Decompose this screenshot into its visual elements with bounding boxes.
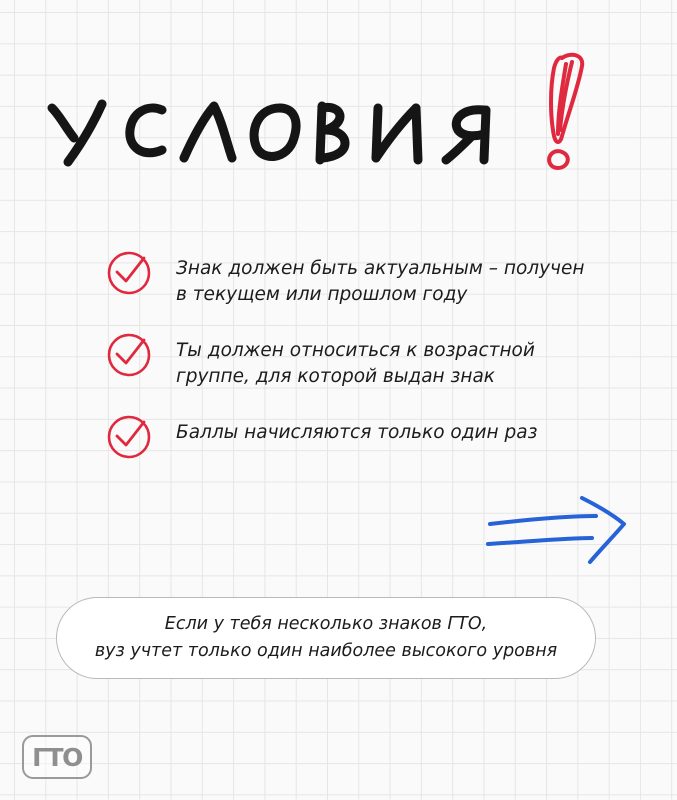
condition-text: Баллы начисляются только один раз — [176, 422, 538, 443]
check-circle-icon — [104, 330, 154, 380]
check-circle-icon — [104, 412, 154, 462]
condition-text: Ты должен относиться к возрастной группе, для которой выдан знак — [176, 340, 535, 387]
check-circle-icon — [104, 248, 154, 298]
list-item — [104, 414, 604, 470]
title-handwritten-lettering — [44, 78, 564, 170]
condition-text: Знак должен быть актуальным – получен в текущем или прошлом году — [176, 258, 585, 305]
logo-text: ГТО — [32, 742, 82, 772]
info-note — [56, 597, 596, 679]
conditions-list — [104, 250, 604, 494]
double-arrow-right-icon — [484, 492, 632, 568]
gto-logo — [22, 735, 92, 779]
list-item — [104, 332, 604, 390]
exclamation-mark-icon — [532, 44, 596, 176]
note-text: Если у тебя несколько знаков ГТО, вуз учтет только один наиболее высокого уровня — [94, 614, 558, 661]
list-item — [104, 250, 604, 308]
page-title — [44, 78, 564, 170]
